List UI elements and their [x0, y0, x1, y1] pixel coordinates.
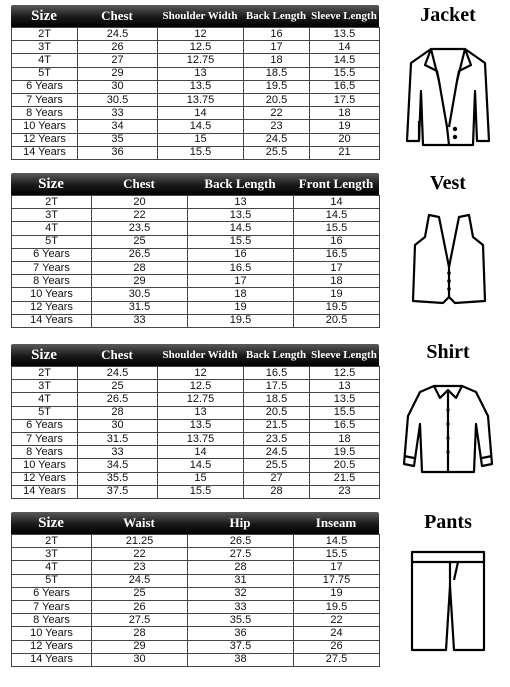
table-row — [12, 222, 380, 235]
measurement-cell: 15.5 — [310, 406, 380, 419]
measurement-cell: 26 — [92, 600, 188, 613]
measurement-cell: 29 — [92, 275, 188, 288]
measurement-cell: 27.5 — [294, 653, 380, 666]
size-cell: 7 Years — [12, 93, 78, 106]
size-cell: 10 Years — [12, 288, 92, 301]
size-cell: 14 Years — [12, 146, 78, 159]
measurement-cell: 37.5 — [188, 640, 294, 653]
measurement-cell: 12.75 — [158, 54, 244, 67]
measurement-cell: 19 — [310, 120, 380, 133]
measurement-cell: 12 — [158, 28, 244, 41]
header-chest: Chest — [123, 176, 155, 191]
measurement-cell: 18 — [310, 432, 380, 445]
table-row — [12, 459, 380, 472]
measurement-cell: 24.5 — [78, 28, 158, 41]
measurement-cell: 17 — [244, 41, 310, 54]
measurement-cell: 26 — [78, 41, 158, 54]
measurement-cell: 16.5 — [294, 248, 380, 261]
table-row — [12, 248, 380, 261]
size-cell: 12 Years — [12, 640, 92, 653]
measurement-cell: 23 — [310, 485, 380, 498]
table-row — [12, 80, 380, 93]
measurement-cell: 16.5 — [310, 80, 380, 93]
measurement-cell: 28 — [188, 561, 294, 574]
measurement-cell: 13.5 — [310, 393, 380, 406]
header-size: Size — [38, 175, 64, 192]
size-cell: 8 Years — [12, 107, 78, 120]
measurement-cell: 15.5 — [294, 222, 380, 235]
header-shoulder-width: Shoulder Width — [162, 10, 238, 22]
header-back-length: Back Length — [245, 10, 307, 22]
measurement-cell: 24.5 — [244, 446, 310, 459]
measurement-cell: 22 — [244, 107, 310, 120]
measurement-cell: 18.5 — [244, 67, 310, 80]
shirt-panel — [398, 341, 498, 476]
measurement-cell: 26.5 — [92, 248, 188, 261]
measurement-cell: 31.5 — [78, 432, 158, 445]
measurement-cell: 13.5 — [158, 419, 244, 432]
measurement-cell: 13.75 — [158, 93, 244, 106]
table-row — [12, 432, 380, 445]
measurement-cell: 15.5 — [158, 146, 244, 159]
measurement-cell: 30 — [78, 419, 158, 432]
table-row — [12, 28, 380, 41]
table-row — [12, 653, 380, 666]
measurement-cell: 22 — [294, 614, 380, 627]
size-cell: 4T — [12, 222, 92, 235]
table-row — [12, 419, 380, 432]
measurement-cell: 14 — [310, 41, 380, 54]
header-back-length: Back Length — [245, 349, 307, 361]
vest-title: Vest — [430, 172, 466, 194]
measurement-cell: 13 — [188, 196, 294, 209]
measurement-cell: 37.5 — [78, 485, 158, 498]
measurement-cell: 17 — [294, 261, 380, 274]
table-row — [12, 93, 380, 106]
size-cell: 3T — [12, 548, 92, 561]
measurement-cell: 30 — [78, 80, 158, 93]
table-row — [12, 314, 380, 327]
measurement-cell: 38 — [188, 653, 294, 666]
measurement-cell: 16 — [188, 248, 294, 261]
measurement-cell: 34 — [78, 120, 158, 133]
measurement-cell: 12.75 — [158, 393, 244, 406]
shirt-title: Shirt — [426, 341, 470, 363]
measurement-cell: 33 — [188, 600, 294, 613]
measurement-cell: 25 — [92, 235, 188, 248]
measurement-cell: 15.5 — [310, 67, 380, 80]
table-row — [12, 133, 380, 146]
measurement-cell: 21.5 — [244, 419, 310, 432]
measurement-cell: 24.5 — [244, 133, 310, 146]
table-row — [12, 574, 380, 587]
measurement-cell: 12 — [158, 367, 244, 380]
measurement-cell: 34.5 — [78, 459, 158, 472]
size-cell: 7 Years — [12, 432, 78, 445]
measurement-cell: 14.5 — [188, 222, 294, 235]
measurement-cell: 14.5 — [294, 535, 380, 548]
measurement-cell: 23 — [92, 561, 188, 574]
measurement-cell: 28 — [78, 406, 158, 419]
header-hip: Hip — [229, 515, 251, 530]
measurement-cell: 27 — [78, 54, 158, 67]
header-chest: Chest — [101, 347, 133, 362]
header-sleeve-length: Sleeve Length — [311, 10, 377, 22]
measurement-cell: 14 — [158, 107, 244, 120]
table-row — [12, 301, 380, 314]
jacket-chart-header — [11, 5, 379, 27]
table-row — [12, 561, 380, 574]
measurement-cell: 31.5 — [92, 301, 188, 314]
measurement-cell: 17.75 — [294, 574, 380, 587]
measurement-cell: 30.5 — [78, 93, 158, 106]
shirt-size-table — [11, 366, 380, 499]
measurement-cell: 35.5 — [188, 614, 294, 627]
measurement-cell: 23 — [244, 120, 310, 133]
measurement-cell: 19 — [294, 587, 380, 600]
table-row — [12, 54, 380, 67]
measurement-cell: 15 — [158, 472, 244, 485]
table-row — [12, 535, 380, 548]
size-cell: 5T — [12, 67, 78, 80]
header-size: Size — [31, 7, 57, 24]
header-size: Size — [38, 514, 64, 531]
measurement-cell: 26.5 — [78, 393, 158, 406]
shirt-size-chart — [11, 344, 379, 499]
measurement-cell: 13.75 — [158, 432, 244, 445]
measurement-cell: 19.5 — [294, 600, 380, 613]
size-cell: 3T — [12, 380, 78, 393]
measurement-cell: 24 — [294, 627, 380, 640]
measurement-cell: 35 — [78, 133, 158, 146]
measurement-cell: 13 — [158, 406, 244, 419]
table-row — [12, 209, 380, 222]
measurement-cell: 14.5 — [310, 54, 380, 67]
measurement-cell: 25.5 — [244, 459, 310, 472]
table-row — [12, 146, 380, 159]
measurement-cell: 20 — [310, 133, 380, 146]
measurement-cell: 24.5 — [92, 574, 188, 587]
measurement-cell: 16 — [244, 28, 310, 41]
measurement-cell: 33 — [78, 107, 158, 120]
size-cell: 6 Years — [12, 80, 78, 93]
table-row — [12, 627, 380, 640]
size-cell: 4T — [12, 561, 92, 574]
table-row — [12, 41, 380, 54]
header-sleeve-length: Sleeve Length — [311, 349, 377, 361]
measurement-cell: 36 — [78, 146, 158, 159]
table-row — [12, 446, 380, 459]
measurement-cell: 21.25 — [92, 535, 188, 548]
size-cell: 5T — [12, 574, 92, 587]
measurement-cell: 14.5 — [158, 120, 244, 133]
table-row — [12, 406, 380, 419]
size-cell: 10 Years — [12, 459, 78, 472]
measurement-cell: 12.5 — [158, 380, 244, 393]
measurement-cell: 17 — [294, 561, 380, 574]
measurement-cell: 20.5 — [244, 93, 310, 106]
size-cell: 2T — [12, 367, 78, 380]
pants-title: Pants — [424, 511, 472, 533]
pants-chart-header — [11, 512, 379, 534]
measurement-cell: 20 — [92, 196, 188, 209]
size-cell: 4T — [12, 393, 78, 406]
measurement-cell: 15 — [158, 133, 244, 146]
size-cell: 2T — [12, 28, 78, 41]
measurement-cell: 25 — [92, 587, 188, 600]
table-row — [12, 587, 380, 600]
measurement-cell: 21 — [310, 146, 380, 159]
size-cell: 8 Years — [12, 446, 78, 459]
measurement-cell: 13 — [158, 67, 244, 80]
header-inseam: Inseam — [315, 515, 357, 530]
measurement-cell: 20.5 — [310, 459, 380, 472]
size-cell: 14 Years — [12, 314, 92, 327]
size-cell: 10 Years — [12, 627, 92, 640]
jacket-size-chart — [11, 5, 379, 160]
measurement-cell: 27 — [244, 472, 310, 485]
measurement-cell: 18.5 — [244, 393, 310, 406]
size-cell: 4T — [12, 54, 78, 67]
measurement-cell: 13.5 — [158, 80, 244, 93]
measurement-cell: 16 — [294, 235, 380, 248]
measurement-cell: 31 — [188, 574, 294, 587]
table-row — [12, 485, 380, 498]
measurement-cell: 14.5 — [158, 459, 244, 472]
header-size: Size — [31, 346, 57, 363]
measurement-cell: 17.5 — [244, 380, 310, 393]
measurement-cell: 18 — [244, 54, 310, 67]
measurement-cell: 35.5 — [78, 472, 158, 485]
table-row — [12, 380, 380, 393]
size-cell: 8 Years — [12, 275, 92, 288]
measurement-cell: 28 — [244, 485, 310, 498]
size-cell: 6 Years — [12, 419, 78, 432]
pants-icon — [406, 546, 490, 656]
table-row — [12, 640, 380, 653]
vest-size-table — [11, 195, 380, 328]
measurement-cell: 15.5 — [294, 548, 380, 561]
measurement-cell: 33 — [92, 314, 188, 327]
size-cell: 14 Years — [12, 653, 92, 666]
measurement-cell: 18 — [188, 288, 294, 301]
size-cell: 5T — [12, 406, 78, 419]
measurement-cell: 16.5 — [188, 261, 294, 274]
pants-panel — [398, 511, 498, 656]
size-cell: 12 Years — [12, 472, 78, 485]
measurement-cell: 32 — [188, 587, 294, 600]
measurement-cell: 13 — [310, 380, 380, 393]
measurement-cell: 17 — [188, 275, 294, 288]
measurement-cell: 19.5 — [188, 314, 294, 327]
measurement-cell: 19.5 — [244, 80, 310, 93]
measurement-cell: 30.5 — [92, 288, 188, 301]
measurement-cell: 15.5 — [158, 485, 244, 498]
measurement-cell: 29 — [92, 640, 188, 653]
measurement-cell: 19.5 — [310, 446, 380, 459]
size-cell: 3T — [12, 41, 78, 54]
vest-chart-header — [11, 173, 379, 195]
measurement-cell: 25.5 — [244, 146, 310, 159]
measurement-cell: 14 — [294, 196, 380, 209]
header-chest: Chest — [101, 8, 133, 23]
measurement-cell: 18 — [294, 275, 380, 288]
measurement-cell: 23.5 — [92, 222, 188, 235]
measurement-cell: 20.5 — [294, 314, 380, 327]
measurement-cell: 19 — [294, 288, 380, 301]
pants-size-chart — [11, 512, 379, 667]
table-row — [12, 275, 380, 288]
measurement-cell: 25 — [78, 380, 158, 393]
size-cell: 5T — [12, 235, 92, 248]
measurement-cell: 36 — [188, 627, 294, 640]
table-row — [12, 261, 380, 274]
measurement-cell: 29 — [78, 67, 158, 80]
measurement-cell: 33 — [78, 446, 158, 459]
header-front-length: Front Length — [298, 176, 374, 191]
table-row — [12, 548, 380, 561]
jacket-panel — [398, 4, 498, 149]
pants-size-table — [11, 534, 380, 667]
measurement-cell: 23.5 — [244, 432, 310, 445]
vest-panel — [398, 172, 498, 309]
measurement-cell: 14.5 — [294, 209, 380, 222]
measurement-cell: 18 — [310, 107, 380, 120]
shirt-chart-header — [11, 344, 379, 366]
size-cell: 7 Years — [12, 600, 92, 613]
measurement-cell: 12.5 — [158, 41, 244, 54]
size-cell: 12 Years — [12, 133, 78, 146]
header-shoulder-width: Shoulder Width — [162, 349, 238, 361]
size-cell: 6 Years — [12, 248, 92, 261]
measurement-cell: 20.5 — [244, 406, 310, 419]
size-cell: 2T — [12, 535, 92, 548]
measurement-cell: 19 — [188, 301, 294, 314]
vest-icon — [403, 209, 493, 309]
measurement-cell: 24.5 — [78, 367, 158, 380]
table-row — [12, 67, 380, 80]
measurement-cell: 26.5 — [188, 535, 294, 548]
table-row — [12, 196, 380, 209]
measurement-cell: 22 — [92, 548, 188, 561]
measurement-cell: 21.5 — [310, 472, 380, 485]
measurement-cell: 13.5 — [310, 28, 380, 41]
measurement-cell: 27.5 — [188, 548, 294, 561]
size-cell: 12 Years — [12, 301, 92, 314]
header-back-length: Back Length — [204, 176, 276, 191]
measurement-cell: 28 — [92, 627, 188, 640]
table-row — [12, 600, 380, 613]
vest-size-chart — [11, 173, 379, 328]
header-waist: Waist — [123, 515, 155, 530]
measurement-cell: 28 — [92, 261, 188, 274]
table-row — [12, 288, 380, 301]
table-row — [12, 614, 380, 627]
size-cell: 3T — [12, 209, 92, 222]
measurement-cell: 13.5 — [188, 209, 294, 222]
measurement-cell: 17.5 — [310, 93, 380, 106]
measurement-cell: 30 — [92, 653, 188, 666]
jacket-size-table — [11, 27, 380, 160]
size-cell: 2T — [12, 196, 92, 209]
jacket-title: Jacket — [420, 4, 476, 26]
size-cell: 14 Years — [12, 485, 78, 498]
measurement-cell: 26 — [294, 640, 380, 653]
size-cell: 7 Years — [12, 261, 92, 274]
table-row — [12, 472, 380, 485]
measurement-cell: 22 — [92, 209, 188, 222]
measurement-cell: 12.5 — [310, 367, 380, 380]
table-row — [12, 393, 380, 406]
measurement-cell: 16.5 — [310, 419, 380, 432]
size-cell: 8 Years — [12, 614, 92, 627]
measurement-cell: 14 — [158, 446, 244, 459]
jacket-icon — [403, 41, 493, 149]
size-cell: 10 Years — [12, 120, 78, 133]
table-row — [12, 120, 380, 133]
measurement-cell: 16.5 — [244, 367, 310, 380]
measurement-cell: 19.5 — [294, 301, 380, 314]
measurement-cell: 15.5 — [188, 235, 294, 248]
table-row — [12, 235, 380, 248]
table-row — [12, 107, 380, 120]
shirt-icon — [400, 376, 496, 476]
table-row — [12, 367, 380, 380]
measurement-cell: 27.5 — [92, 614, 188, 627]
size-cell: 6 Years — [12, 587, 92, 600]
